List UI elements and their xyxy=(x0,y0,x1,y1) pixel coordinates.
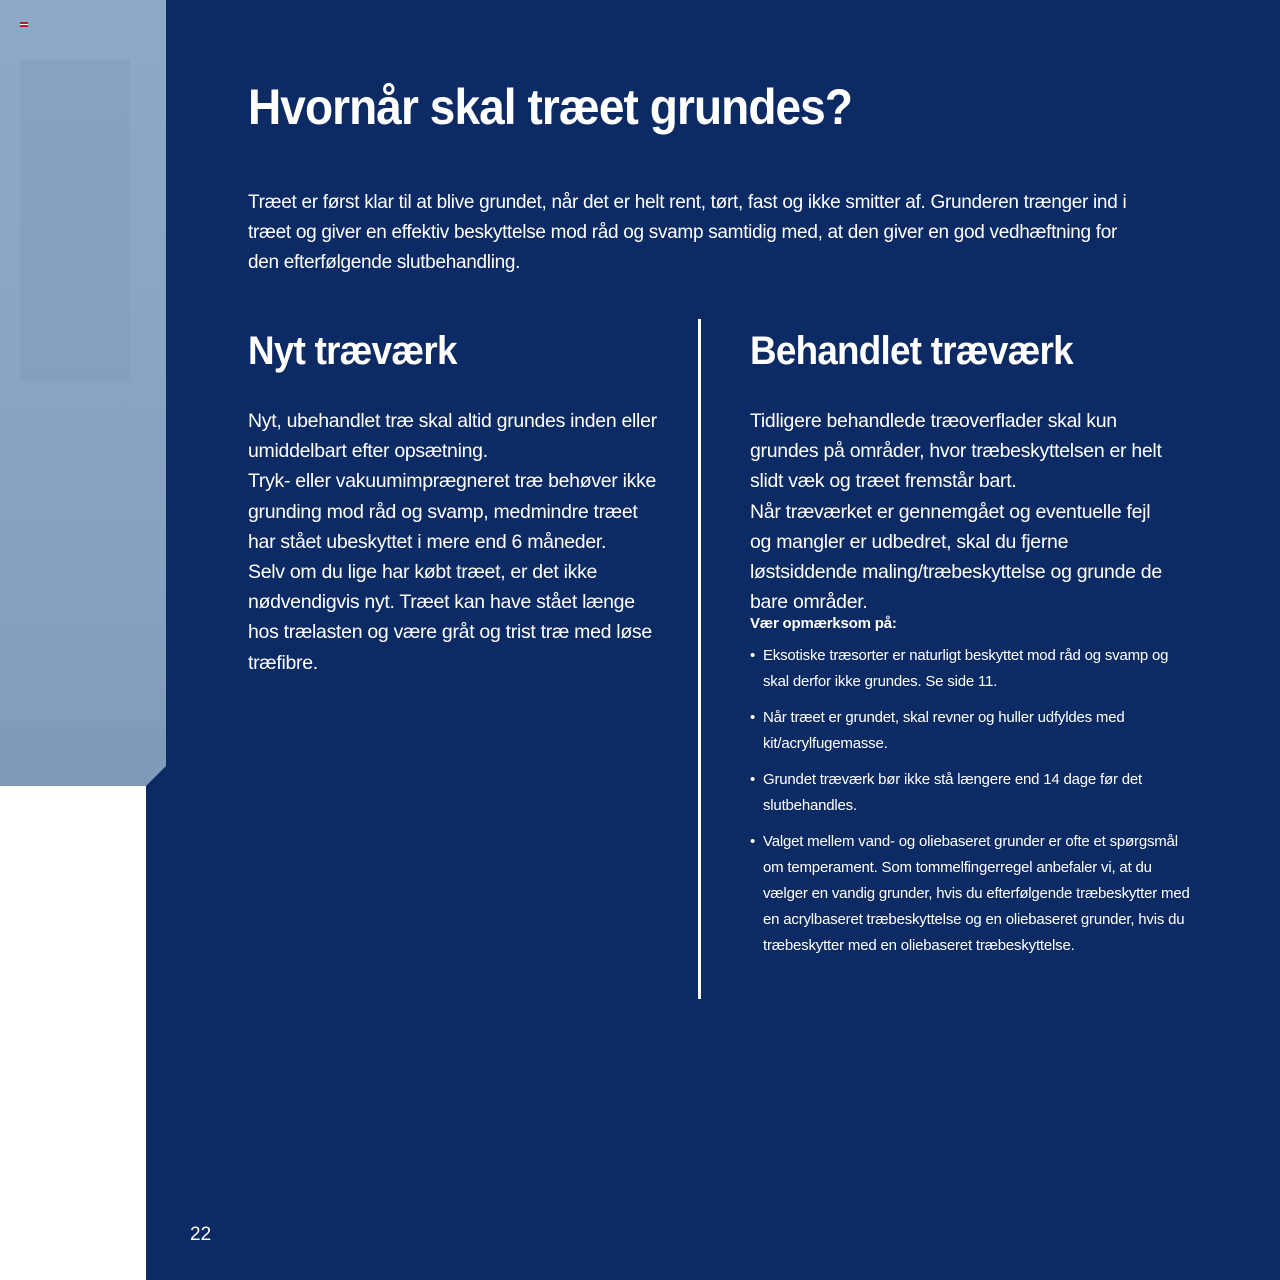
note-title: Vær opmærksom på: xyxy=(750,615,897,632)
new-wood-paragraph: Nyt, ubehandlet træ skal altid grundes inden eller umiddelbart efter opsætning. xyxy=(248,410,657,463)
list-item-text: Eksotiske træsorter er naturligt beskyttet mod råd og svamp og skal derfor ikke grundes. Se side 11. xyxy=(763,647,1169,690)
treated-wood-heading: Behandlet træværk xyxy=(750,329,1073,373)
intro-paragraph: Træet er først klar til at blive grundet, når det er helt rent, tørt, fast og ikke smitter af. Grunderen trænger ind i træet og giver en effektiv beskyttelse mod råd og svamp samtidig med, at den giver en god vedhæftning for den efterfølgende slutbehandling. xyxy=(248,192,1127,273)
danish-flag-icon xyxy=(20,22,28,27)
treated-wood-paragraph: Tidligere behandlede træoverflader skal kun grundes på områder, hvor træbeskyttelsen er helt slidt væk og træet fremstår bart. xyxy=(750,410,1162,493)
new-wood-text xyxy=(248,406,668,678)
photo-shade-lower xyxy=(0,420,166,720)
list-item-text: Når træet er grundet, skal revner og huller udfyldes med kit/acrylfugemasse. xyxy=(763,709,1125,752)
list-item xyxy=(750,829,1190,959)
cover-photo-strip xyxy=(0,0,166,786)
list-item xyxy=(750,767,1190,819)
list-item xyxy=(750,705,1190,757)
bullet-icon: • xyxy=(750,771,756,788)
photo-shade-upper xyxy=(20,60,130,380)
page-number: 22 xyxy=(190,1224,212,1245)
new-wood-heading: Nyt træværk xyxy=(248,329,457,373)
new-wood-paragraph: Tryk- eller vakuumimprægneret træ behøver ikke grunding mod råd og svamp, medmindre træet har stået ubeskyttet i mere end 6 måneder. xyxy=(248,470,657,553)
bullet-icon: • xyxy=(750,709,756,726)
note-list xyxy=(750,643,1190,969)
list-item-text: Valget mellem vand- og oliebaseret grunder er ofte et spørgsmål om temperament. Som tommelfingerregel anbefaler vi, at du vælger en vandig grunder, hvis du efterfølgende træbeskytter med en acrylbaseret træbeskyttelse og en oliebaseret grunder, hvis du træbeskytter med en oliebaseret træbeskyttelse. xyxy=(763,833,1190,954)
bullet-icon: • xyxy=(750,833,756,850)
column-divider xyxy=(698,319,701,999)
new-wood-paragraph: Selv om du lige har købt træet, er det ikke nødvendigvis nyt. Træet kan have stået længe hos trælasten og være gråt og trist træ med løse træfibre. xyxy=(248,561,652,674)
bullet-icon: • xyxy=(750,647,756,664)
page-title: Hvornår skal træet grundes? xyxy=(248,79,853,135)
treated-wood-text xyxy=(750,406,1170,617)
treated-wood-paragraph: Når træværket er gennemgået og eventuelle fejl og mangler er udbedret, skal du fjerne løstsiddende maling/træbeskyttelse og grunde de bare områder. xyxy=(750,500,1162,614)
list-item xyxy=(750,643,1190,695)
list-item-text: Grundet træværk bør ikke stå længere end 14 dage før det slutbehandles. xyxy=(763,771,1142,814)
